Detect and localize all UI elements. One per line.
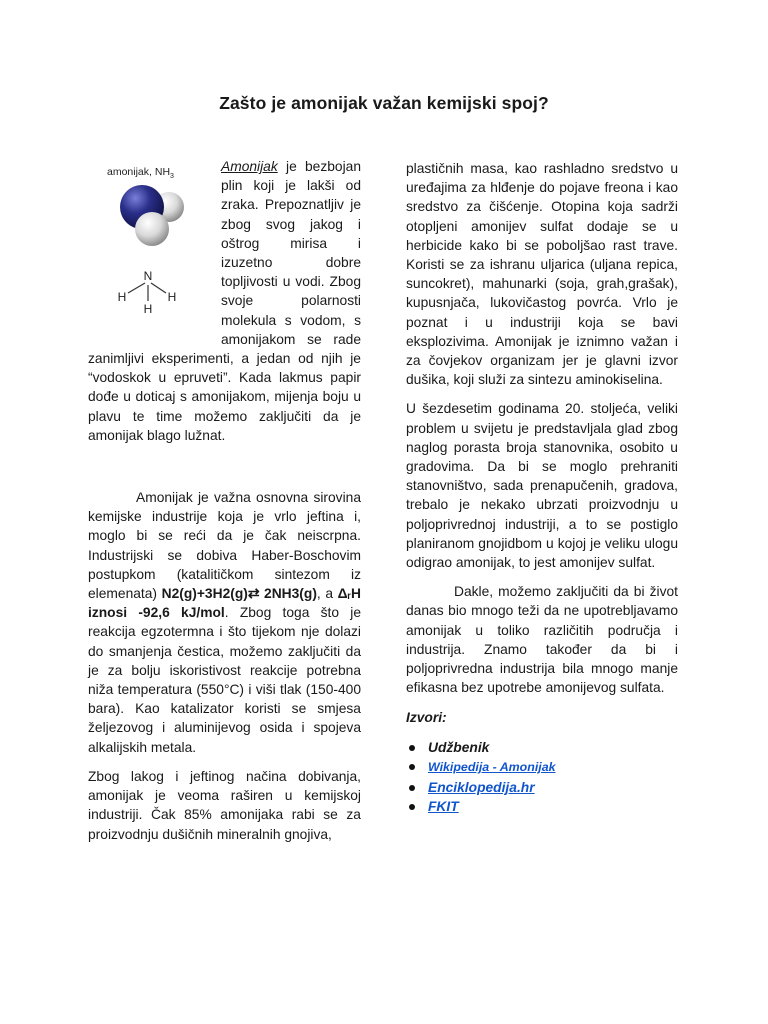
bullet-icon [409,745,415,751]
figure-caption-name: amonijak, NH [107,166,171,178]
uses-paragraph: Zbog lakog i jeftinog načina dobivanja, amonijak je veoma raširen u kemijskoj industriji. Čak 85% amonijaka rabi se za proizvodnju dušičnih mineralnih gnojiva, [88,768,361,842]
sources-heading: Izvori: [406,710,447,726]
history-paragraph: U šezdesetim godinama 20. stoljeća, veliki problem u svijetu je predstavljala glad zbog naglog porasta broja stanovnika, osobito u gradovima. Da bi se moglo prehraniti stanovništvo, sada prenapučenih, gradova, trebalo je nekako ubrzati proizvodnju u poljoprivrednoj industriji, a to se postiglo planiranom gnojidbom u kojoj je veliku ulogu odigrao amonijak, to jest amonijev sulfat. [406,401,678,571]
source-link-fkit[interactable]: FKIT [428,799,459,815]
lewis-hydrogen-bottom: H [143,302,153,315]
reaction-equation: N2(g)+3H2(g)⇄ 2NH3(g) [161,586,317,602]
ammonia-figure [88,157,216,345]
industry-paragraph [88,488,361,757]
industry-text-mid: , a [316,586,338,602]
figure-caption-subscript: 3 [170,173,174,181]
page-title: Zašto je amonijak važan kemijski spoj? [219,93,549,113]
source-textbook: Udžbenik [428,739,490,755]
lewis-hydrogen-right: H [167,290,177,304]
source-item [428,778,678,798]
intro-text: je bezbojan plin koji je lakši od zraka. Prepoznatljiv je zbog svog jakog i oštrog mirisa i izuzetno dobre topljivosti u vodi. Zbog svoje polarnosti molekula s vodom, s amonijakom se rade zanimljivi eksperimenti, a jedan od njih je “vodoskok u epruveti”. Kada lakmus papir dođe u doticaj s amonijakom, mijenja boju u plavu te time možemo zaključiti da je amonijak blago lužnat. [88,159,361,443]
ammonia-molecule-3d-icon [112,177,192,255]
bullet-icon [409,764,415,770]
source-item [428,757,678,778]
source-item [428,738,678,758]
bullet-icon [409,804,415,810]
conclusion-paragraph: Dakle, možemo zaključiti da bi život danas bio mnogo teži da ne upotrebljavamo amonijak u toliko različitih područja i industrija. Znamo također da bi i poljoprivredna industrija bila mnogo manje efikasna bez upotrebe amonijevog sulfata. [406,584,678,696]
enthalpy-value: ΔᵣH iznosi -92,6 kJ/mol [88,586,361,621]
source-link-wikipedia[interactable]: Wikipedija - Amonijak [428,760,556,775]
source-item [428,797,678,817]
ammonia-term: Amonijak [221,159,278,174]
ammonia-structural-formula-icon [112,267,182,315]
industry-text-b: . Zbog toga što je reakcija egzotermna i što tijekom nje dolazi do smanjenja čestica, možemo zaključiti da je za bolju iskoristivost reakcije potrebna niža temperatura (550°C) i viši tlak (150-400 bara). Kao katalizator koristi se smjesa željezovog i aluminijevog osida i spojeva alkalijskih metala. [88,605,362,755]
bullet-icon [409,785,415,791]
lewis-hydrogen-left: H [117,290,127,304]
uses-continued-paragraph: plastičnih masa, kao rashladno sredstvo u uređajima za hlđenje do pojave freona i kao sredstvo za čišćenje. Otopina koja sadrži otopljeni amonijev sulfat dodaje se u herbicide kako bi se poboljšao rast trave. Koristi se za ishranu uljarica (uljana repica, suncokret), mahunarki (soja, grah,grašak), kupusnjača, lukovičastog povrća. Vrlo je poznat i u industriji koja se bavi eksplozivima. Amonijak je iznimno važan i za čovjekov organizam jer je glavni izvor dušika, koji služi za sintezu aminokiselina. [406,161,678,388]
lewis-nitrogen: N [143,269,153,283]
industry-text-a: Amonijak je važna osnovna sirovina kemijske industrije koja je vrlo jeftina i, moglo bi se reći da je čak neiscrpna. Industrijski se dobiva Haber-Boschovim postupkom (katalitičkom sintezom iz elemenata) [88,490,361,602]
right-column [406,159,678,817]
sources-list [406,738,678,817]
left-column [88,157,361,844]
source-link-enciklopedija[interactable]: Enciklopedija.hr [428,779,535,795]
